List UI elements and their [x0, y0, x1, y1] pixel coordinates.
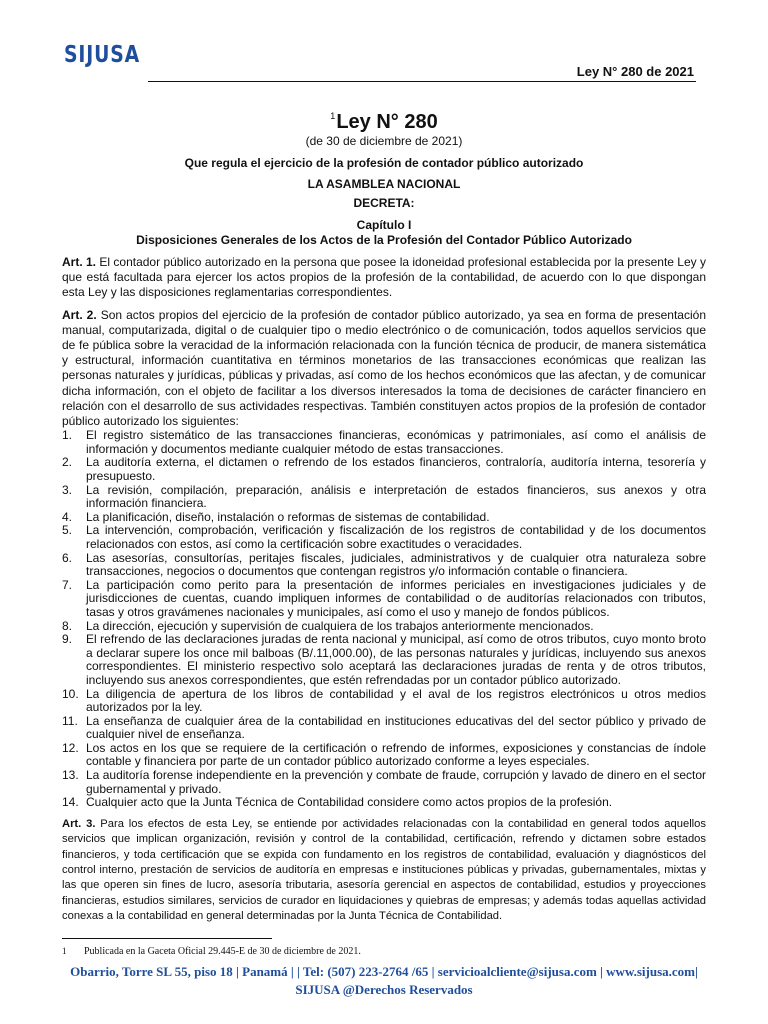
article-2-list [62, 429, 706, 810]
footer-rights-line: SIJUSA @Derechos Reservados [295, 982, 473, 997]
list-item [62, 429, 706, 456]
list-item-text: La revisión, compilación, preparación, análisis e interpretación de estados financieros, sus anexos y otra información financiera. [86, 482, 706, 511]
footnote-marker: 1 [62, 946, 67, 956]
list-item [62, 579, 706, 620]
list-item-number: 13. [62, 768, 79, 783]
article-2-text: Son actos propios del ejercicio de la profesión de contador público autorizado, ya sea en forma de presentación manual, computarizada, digital o de cualquier tipo o medio electrónico o de comunicación, todos aquellos servicios que de fe pública sobre la veracidad de la información relacionada con la función técnica de producir, de manera sistemática y estructural, información cuantitativa en términos monetarios de las transacciones económicas que realizan las personas naturales y jurídicas, públicas y privadas, así como de los hechos económicos que las afectan, y de comunicar dicha información, con el objeto de facilitar a los diversos interesados la toma de decisiones de carácter financiero en relación con el desarrollo de sus actividades respectivas. También constituyen actos propios de la profesión de contador público autorizado los siguientes: [62, 307, 706, 429]
list-item-number: 12. [62, 740, 79, 755]
list-item [62, 688, 706, 715]
header-divider [148, 81, 696, 82]
list-item [62, 633, 706, 687]
decree-heading: DECRETA: [353, 196, 415, 210]
list-item-text: La intervención, comprobación, verificación y fiscalización de los registros de contabilidad y de los documentos relacionados con estos, así como la certificación sobre exactitudes o veracidades. [86, 523, 706, 551]
assembly-heading: LA ASAMBLEA NACIONAL [307, 177, 461, 191]
title-footnote-marker: 1 [330, 111, 336, 121]
list-item-number: 3. [62, 482, 73, 497]
list-item-text: La enseñanza de cualquier área de la contabilidad en instituciones educativas del del sector público y privado de cualquier nivel de enseñanza. [86, 713, 706, 742]
article-2-label: Art. 2. [62, 307, 97, 322]
list-item-number: 6. [62, 550, 73, 565]
list-item-number: 1. [62, 428, 73, 443]
law-title-text: Ley N° 280 [336, 111, 438, 133]
article-1-text: El contador público autorizado en la persona que posee la idoneidad profesional establecida por la presente Ley y que está facultada para ejercer los actos propios de la profesión de la contabilidad, de acuerdo con lo que dispongan esta Ley y las disposiciones reglamentarias correspondientes. [62, 255, 707, 300]
list-item-text: Las asesorías, consultorías, peritajes fiscales, judiciales, administrativos y de cualquier otra naturaleza sobre transacciones, negocios o documentos que contengan registros y/o información contable o financiera. [86, 550, 706, 579]
list-item-number: 9. [62, 632, 73, 647]
list-item [62, 715, 706, 742]
list-item-number: 14. [62, 795, 79, 810]
law-subtitle: Que regula el ejercicio de la profesión de contador público autorizado [184, 156, 584, 170]
list-item [62, 524, 706, 551]
list-item-number: 11. [62, 713, 78, 728]
list-item-text: La planificación, diseño, instalación o reformas de sistemas de contabilidad. [86, 509, 490, 524]
list-item [62, 769, 706, 796]
list-item [62, 552, 706, 579]
list-item-text: Los actos en los que se requiere de la certificación o refrendo de informes, exposiciones y constancias de índole contable y financiera por parte de un contador público autorizado conforme a leyes especiales. [86, 740, 706, 769]
list-item-number: 5. [62, 523, 73, 538]
law-body [62, 104, 706, 925]
list-item-number: 8. [62, 618, 73, 633]
chapter-number: Capítulo I [356, 218, 412, 232]
article-3-label: Art. 3. [62, 817, 96, 830]
law-date: (de 30 de diciembre de 2021) [305, 134, 463, 148]
list-item-number: 4. [62, 509, 73, 524]
chapter-title: Disposiciones Generales de los Actos de la Profesión del Contador Público Autorizado [136, 233, 632, 247]
footnote [62, 946, 361, 957]
list-item [62, 456, 706, 483]
footnote-divider [62, 938, 272, 939]
list-item-text: La dirección, ejecución y supervisión de cualquiera de los trabajos anteriormente mencionados. [86, 618, 594, 633]
list-item-text: El registro sistemático de las transacciones financieras, económicas y patrimoniales, así como el análisis de información y documentos mediante cualquier método de estas transacciones. [86, 428, 706, 456]
article-3-text: Para los efectos de esta Ley, se entiende por actividades relacionadas con la contabilidad en general todos aquellos servicios que implican organización, revisión y control de la contabilidad, certificación, refrendo y dictamen sobre estados financieros, y toda certificación que se expida con fundamento en los registros de contabilidad, evaluación y diagnósticos del control interno, prestación de servicios de auditoría en empresas e instituciones públicas y privadas, gubernamentales, mixtas y las que operen sin fines de lucro, asesoría tributaria, asesoría gerencial en aspectos de contabilidad, estudios y proyecciones financieras, estudios similares, servicios de curador en liquidaciones y quiebras de empresas; y además todas aquellas actividad conexas a la contabilidad en general determinadas por la Junta Técnica de Contabilidad. [62, 817, 706, 923]
footer-contact-line: Obarrio, Torre SL 55, piso 18 | Panamá | | Tel: (507) 223-2764 /65 | servicioalcliente@sijusa.com | www.sijusa.com| [70, 964, 698, 979]
list-item-text: Cualquier acto que la Junta Técnica de Contabilidad considere como actos propios de la profesión. [86, 795, 613, 810]
list-item-text: La auditoría forense independiente en la prevención y combate de fraude, corrupción y lavado de dinero en el sector gubernamental y privado. [86, 768, 706, 796]
list-item-text: La participación como perito para la presentación de informes periciales en investigaciones judiciales y de jurisdicciones de cuentas, cuando impliquen informes de contabilidad o de auditorías relacionados con tributos, tasas y otros gravámenes nacionales y municipales, así como el uso y manejo de fondos públicos. [86, 577, 706, 619]
list-item [62, 796, 706, 810]
list-item [62, 620, 706, 634]
list-item-text: La diligencia de apertura de los libros de contabilidad y el aval de los registros electrónicos u otros medios autorizados por la ley. [86, 686, 706, 715]
article-1 [62, 255, 706, 301]
law-title [62, 104, 706, 134]
list-item [62, 742, 706, 769]
list-item [62, 484, 706, 511]
law-reference: Ley N° 280 de 2021 [576, 64, 694, 79]
footnote-text: Publicada en la Gaceta Oficial 29.445-E de 30 de diciembre de 2021. [84, 946, 361, 957]
list-item-number: 10. [62, 686, 79, 701]
article-2 [62, 308, 706, 430]
list-item [62, 511, 706, 525]
list-item-text: El refrendo de las declaraciones juradas de renta nacional y municipal, así como de otros tributos, cuyo monto broto a declarar supere los once mil balboas (B/.11,000.00), de las personas naturales y jurídicas, incluyendo sus anexos correspondientes. El ministerio respectivo solo aceptará las declaraciones juradas de renta y de otros tributos, incluyendo sus anexos correspondientes, que estén refrendadas por un contador público autorizado. [86, 632, 706, 687]
list-item-number: 2. [62, 455, 73, 470]
article-3 [62, 817, 706, 925]
list-item-text: La auditoría externa, el dictamen o refrendo de los estados financieros, contraloría, auditoría interna, tesorería y presupuesto. [86, 455, 706, 484]
sijusa-logo: SIJUSA [64, 42, 141, 68]
article-1-label: Art. 1. [62, 255, 97, 269]
list-item-number: 7. [62, 577, 73, 592]
